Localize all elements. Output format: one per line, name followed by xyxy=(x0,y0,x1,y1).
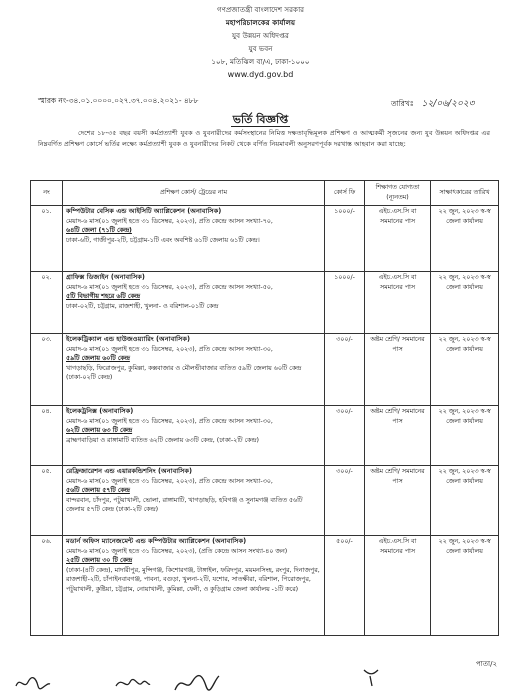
course-details: ঢাকা-৬টি, গাজীপুর-২টি, চট্টগ্রাম-১টি এবং অবশিষ্ট ৬১টি জেলায় ৬১টি কেন্দ্র। xyxy=(66,236,260,244)
date-label: তারিখঃ xyxy=(391,99,414,108)
row-fee: ১০০০/- xyxy=(325,272,365,334)
course-name: রেফ্রিজারেশন এন্ড এয়ারকন্ডিশনিং (অনাবাসিক) xyxy=(66,467,193,475)
signature-mark xyxy=(114,674,152,694)
table-row xyxy=(31,536,499,636)
table-row xyxy=(31,406,499,466)
row-interview: ২২ জুন, ২০২৩ স্ব-স্ব জেলা কার্যালয় xyxy=(431,536,499,636)
course-coverage: ৬২টি জেলায় ৬৩ টি কেন্দ্র xyxy=(66,427,133,435)
intro-paragraph: দেশের ১৮-৩৫ বছর বয়সী কর্মপ্রত্যাশী যুবক ও যুবনারীদের কর্মসংস্থানের নিমিত্ত দক্ষতাবৃদ্ধিমূলক প্রশিক্ষণ ও আত্মকর্মী সৃজনের জন্য যুব উন্নয়ন অধিদপ্তর এর নিম্নবর্ণিত প্রশিক্ষণ কোর্সে ভর্তির লক্ষ্যে কর্মপ্রত্যাশী যুবক ও যুবনারীদের নিকট থেকে বর্ণিত নিয়মাবলী অনুসরণপূর্বক দরখাস্ত আহবান করা যাচ্ছে: xyxy=(38,129,490,148)
signature-mark xyxy=(360,666,384,688)
row-fee: ১০০০/- xyxy=(325,206,365,272)
header-fee: কোর্স ফি xyxy=(325,181,365,206)
row-sl: ০৩. xyxy=(31,334,63,406)
course-coverage: ৫৯টি জেলায় ৬০টি কেন্দ্র xyxy=(66,355,130,363)
memo-line xyxy=(38,96,501,108)
course-details: ব্রাহ্মণবাড়িয়া ও রাঙ্গামাটি ব্যতিত ৬২টি জেলায় ৬৩টি কেন্দ্র, (ঢাকা-২টি কেন্দ্র) xyxy=(66,436,259,444)
course-duration: মেয়াদ-৬ মাস(০১ জুলাই হতে ৩১ ডিসেম্বর, ২০২৩), প্রতি কেন্দ্রে আসন সংখ্যা-৩০, xyxy=(66,345,273,353)
row-education: এইচ.এস.সি বা সমমানের পাস xyxy=(365,536,431,636)
course-coverage: ৬৪টি জেলা (৭১টি কেন্দ্র) xyxy=(66,227,132,235)
course-coverage: ৫৬টি জেলায় ৫৭টি কেন্দ্র xyxy=(66,487,130,495)
table-row xyxy=(31,206,499,272)
table-row xyxy=(31,272,499,334)
signature-mark xyxy=(172,670,222,696)
row-sl: ০২. xyxy=(31,272,63,334)
row-fee: ৩০০/- xyxy=(325,406,365,466)
row-sl: ০৪. xyxy=(31,406,63,466)
course-name: ইলেকট্রিক্যাল এন্ড হাউজওয়্যারিং (অনাবাসিক) xyxy=(66,335,191,343)
course-details: বান্দরবান, চাঁদপুর, পটুয়াখালী, ভোলা, রাঙ্গামাটি, খাগড়াছড়ি, হবিগঞ্জ ও সুনামগঞ্জ ব্যতিত ৫৬টি জেলায় ৫৭টি কেন্দ্র (ঢাকা-২টি কেন্দ্র) xyxy=(66,496,303,514)
course-duration: মেয়াদ-৬ মাস(০১ জুলাই হতে ৩১ ডিসেম্বর, ২০২৩), প্রতি কেন্দ্রে আসন সংখ্যা-৩০, xyxy=(66,477,273,485)
header-sl: নং xyxy=(31,181,63,206)
row-interview: ২২ জুন, ২০২৩ স্ব-স্ব জেলা কার্যালয় xyxy=(431,206,499,272)
row-interview: ২২ জুন, ২০২৩ স্ব-স্ব জেলা কার্যালয় xyxy=(431,272,499,334)
course-name: মডার্ন অফিস ম্যানেজমেন্ট এন্ড কম্পিউটার অ্যাপ্লিকেশন (অনাবাসিক) xyxy=(66,537,247,545)
table-row xyxy=(31,466,499,536)
course-duration: মেয়াদ-৬ মাস(০১ জুলাই হতে ৩১ ডিসেম্বর, ২০২৩), (প্রতি কেন্দ্রে আসন সংখ্যা-৪০ জন) xyxy=(66,547,288,555)
row-course xyxy=(63,406,325,466)
course-name: ইলেকট্রনিক্স (অনাবাসিক) xyxy=(66,407,134,415)
table-row xyxy=(31,334,499,406)
address: ১০৮, মতিঝিল বা/এ, ঢাকা-১০০০ xyxy=(211,57,310,66)
row-education: অষ্টম শ্রেণি/ সমমানের পাস xyxy=(365,334,431,406)
row-sl: ০৬. xyxy=(31,536,63,636)
office-name: মহাপরিচালকের কার্যালয় xyxy=(225,18,296,27)
course-coverage: ৫টি বিভাগীয় শহরে ৬টি কেন্দ্র xyxy=(66,293,140,301)
row-fee: ৫০০/- xyxy=(325,536,365,636)
date-value: ১২/০৬/২০২৩ xyxy=(421,99,475,109)
header-interview: সাক্ষাৎকারের তারিখ xyxy=(431,181,499,206)
signature-mark xyxy=(14,672,54,694)
row-education: অষ্টম শ্রেণি/ সমমানের পাস xyxy=(365,406,431,466)
page-number: পাতা/২ xyxy=(476,660,497,668)
row-course xyxy=(63,466,325,536)
row-interview: ২২ জুন, ২০২৩ স্ব-স্ব জেলা কার্যালয় xyxy=(431,406,499,466)
building-name: যুব ভবন xyxy=(248,44,273,53)
govt-name: গণপ্রজাতন্ত্রী বাংলাদেশ সরকার xyxy=(216,5,305,14)
department-name: যুব উন্নয়ন অধিদপ্তর xyxy=(232,31,289,40)
table-header-row xyxy=(31,181,499,206)
course-details: (ঢাকা-(৪টি কেন্দ্র), মাদারীপুর, মুন্সিগঞ্জ, কিশোরগঞ্জ, টাঙ্গাইল, ফরিদপুর, ময়মনসিংহ, রংপুর, দিনাজপুর, রাজশাহী-২টি, চাঁপাইনবাবগঞ্জ, পাবনা, বগুড়া, খুলনা-২টি, যশোর, সাতক্ষীরা, বরিশাল, পিরোজপুর, পটুয়াখালী, কুষ্টিয়া, চট্টগ্রাম, নোয়াখালী, কুমিল্লা, ফেনী, ও কুড়িগ্রাম জেলা কার্যালয় -১টি করে) xyxy=(66,566,320,593)
row-education: অষ্টম শ্রেণি/ সমমানের পাস xyxy=(365,466,431,536)
row-education: এইচ.এস.সি বা সমমানের পাস xyxy=(365,272,431,334)
course-table xyxy=(30,180,499,636)
course-details: খাগড়াছড়ি, ফিরোজপুর, কুমিল্লা, কক্সবাজার ও মৌলভীবাজার ব্যতিত ৫৯টি জেলায় ৬০টি কেন্দ্র (ঢাকা-০২টি কেন্দ্র) xyxy=(66,364,302,382)
course-coverage: ২৫টি জেলায় ৩০ টি কেন্দ্র xyxy=(66,557,133,565)
row-fee: ৩০০/- xyxy=(325,334,365,406)
course-duration: মেয়াদ-৬ মাস(০১ জুলাই হতে ৩১ ডিসেম্বর, ২০২৩), প্রতি কেন্দ্রে আসন সংখ্যা-৭০, xyxy=(66,217,273,225)
row-course xyxy=(63,536,325,636)
row-course xyxy=(63,272,325,334)
website: www.dyd.gov.bd xyxy=(227,70,294,79)
row-interview: ২২ জুন, ২০২৩ স্ব-স্ব জেলা কার্যালয় xyxy=(431,466,499,536)
row-fee: ৩০০/- xyxy=(325,466,365,536)
memo-number: স্মারক নং-৩৪.০১.০০০০.০২৭.৩৭.০০৪.২০২১- ৪৮৮ xyxy=(38,96,199,105)
memo-date xyxy=(391,96,501,111)
row-course xyxy=(63,334,325,406)
title-text: ভর্তি বিজ্ঞপ্তি xyxy=(232,113,289,126)
course-details: ঢাকা-০২টি, চট্টগ্রাম, রাজশাহী, খুলনা- ও বরিশাল-০১টি কেন্দ্র xyxy=(66,302,219,310)
header-course: প্রশিক্ষণ কোর্স/ ট্রেডের নাম xyxy=(63,181,325,206)
row-sl: ০৫. xyxy=(31,466,63,536)
course-name: কম্পিউটার বেসিক এন্ড আইসিটি অ্যাপ্লিকেশন (অনাবাসিক) xyxy=(66,207,222,215)
course-duration: মেয়াদ-৬ মাস(০১ জুলাই হতে ৩১ ডিসেম্বর, ২০২৩), প্রতি কেন্দ্রে আসন সংখ্যা-৫০, xyxy=(66,283,273,291)
header-education: শিক্ষাগত যোগ্যতা (ন্যূনতম) xyxy=(365,181,431,206)
row-course xyxy=(63,206,325,272)
row-interview: ২২ জুন, ২০২৩ স্ব-স্ব জেলা কার্যালয় xyxy=(431,334,499,406)
course-duration: মেয়াদ-৬ মাস(০১ জুলাই হতে ৩১ ডিসেম্বর, ২০২৩), প্রতি কেন্দ্রে আসন সংখ্যা-৩০, xyxy=(66,417,273,425)
row-sl: ০১. xyxy=(31,206,63,272)
row-education: এইচ.এস.সি বা সমমানের পাস xyxy=(365,206,431,272)
course-name: গ্রাফিক্স ডিজাইন (অনাবাসিক) xyxy=(66,273,145,281)
